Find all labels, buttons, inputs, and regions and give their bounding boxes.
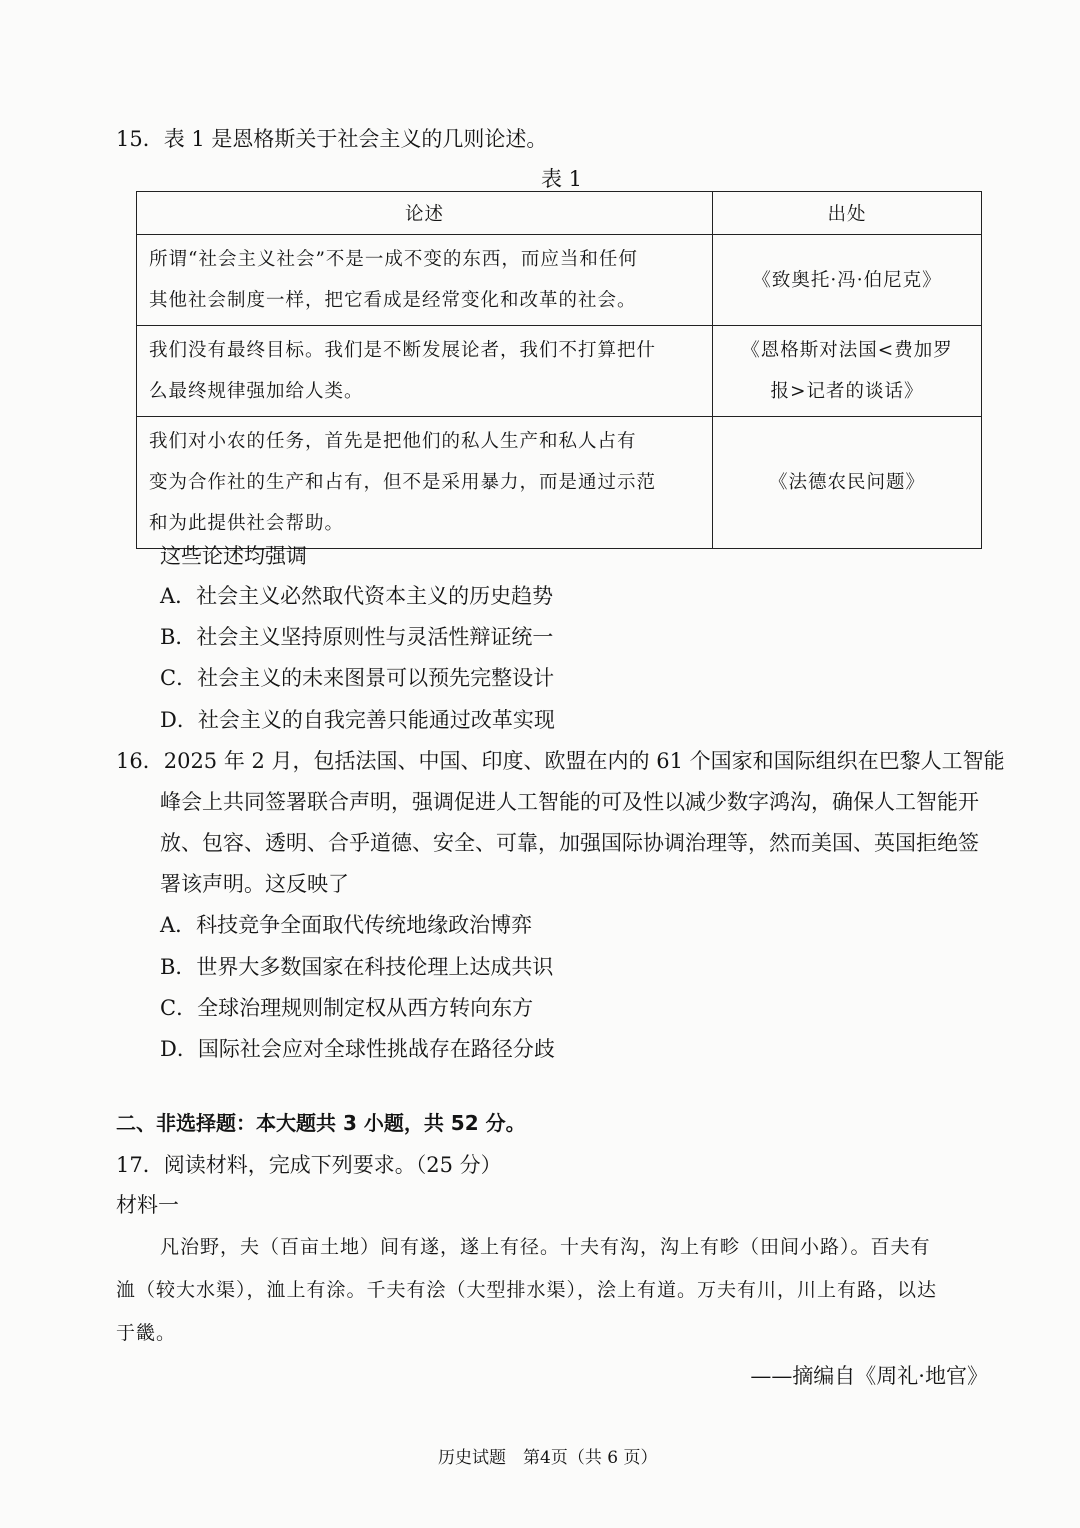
material-line: 凡治野，夫（百亩土地）间有遂，遂上有径。十夫有沟，沟上有畛（田间小路）。百夫有 bbox=[160, 1236, 931, 1258]
q16-option-b[interactable]: B．世界大多数国家在科技伦理上达成共识 bbox=[160, 955, 554, 979]
statement-line: 所谓“社会主义社会”不是一成不变的东西，而应当和任何 bbox=[149, 249, 638, 270]
table-row bbox=[137, 326, 982, 417]
source-cell bbox=[713, 417, 982, 549]
q17-stem: 17．阅读材料，完成下列要求。（25 分） bbox=[116, 1153, 502, 1177]
table-header-row bbox=[137, 192, 982, 235]
source-line: 《法德农民问题》 bbox=[768, 472, 925, 493]
source-cell bbox=[713, 235, 982, 326]
page-footer: 历史试题 第4页（共 6 页） bbox=[438, 1448, 658, 1468]
source-line: 报>记者的谈话》 bbox=[770, 381, 924, 402]
statement-cell bbox=[137, 326, 713, 417]
q15-stem: 15．表 1 是恩格斯关于社会主义的几则论述。 bbox=[116, 127, 548, 151]
q15-option-d[interactable]: D．社会主义的自我完善只能通过改革实现 bbox=[160, 708, 555, 732]
statement-line: 变为合作社的生产和占有，但不是采用暴力，而是通过示范 bbox=[149, 472, 657, 493]
table-row bbox=[137, 235, 982, 326]
header-statement: 论述 bbox=[137, 192, 713, 235]
statement-cell bbox=[137, 417, 713, 549]
q15-option-b[interactable]: B．社会主义坚持原则性与灵活性辩证统一 bbox=[160, 625, 554, 649]
q16-stem-line: 峰会上共同签署联合声明，强调促进人工智能的可及性以减少数字鸿沟，确保人工智能开 bbox=[160, 790, 979, 814]
table-caption: 表 1 bbox=[541, 167, 583, 191]
q16-stem-line: 放、包容、透明、合乎道德、安全、可靠，加强国际协调治理等，然而美国、英国拒绝签 bbox=[160, 831, 979, 855]
source-line: 《致奥托·冯·伯尼克》 bbox=[752, 269, 942, 291]
statement-line: 我们没有最终目标。我们是不断发展论者，我们不打算把什 bbox=[149, 340, 657, 361]
q16-option-c[interactable]: C．全球治理规则制定权从西方转向东方 bbox=[160, 996, 534, 1020]
material-line: 于畿。 bbox=[116, 1322, 177, 1344]
q16-stem-line: 署该声明。这反映了 bbox=[160, 872, 349, 896]
material-line: 洫（较大水渠），洫上有涂。千夫有浍（大型排水渠），浍上有道。万夫有川，川上有路，以达 bbox=[116, 1279, 938, 1301]
statement-line: 其他社会制度一样，把它看成是经常变化和改革的社会。 bbox=[149, 290, 637, 311]
q16-stem-line: 16．2025 年 2 月，包括法国、中国、印度、欧盟在内的 61 个国家和国际组织在巴黎人工智能 bbox=[116, 749, 1005, 773]
engels-quotes-table bbox=[136, 191, 982, 549]
q15-option-c[interactable]: C．社会主义的未来图景可以预先完整设计 bbox=[160, 666, 555, 690]
source-cell bbox=[713, 326, 982, 417]
citation: ——摘编自《周礼·地官》 bbox=[750, 1364, 988, 1388]
table-row bbox=[137, 417, 982, 549]
statement-line: 和为此提供社会帮助。 bbox=[149, 513, 345, 534]
q16-option-a[interactable]: A．科技竞争全面取代传统地缘政治博弈 bbox=[160, 913, 533, 937]
q15-option-a[interactable]: A．社会主义必然取代资本主义的历史趋势 bbox=[160, 584, 554, 608]
section-heading: 二、非选择题：本大题共 3 小题，共 52 分。 bbox=[116, 1111, 526, 1135]
header-source: 出处 bbox=[713, 192, 982, 235]
statement-cell bbox=[137, 235, 713, 326]
q15-prompt: 这些论述均强调 bbox=[160, 544, 307, 568]
material-label: 材料一 bbox=[116, 1193, 179, 1217]
source-line: 《恩格斯对法国<费加罗 bbox=[741, 340, 953, 361]
statement-line: 我们对小农的任务，首先是把他们的私人生产和私人占有 bbox=[149, 431, 637, 452]
q16-option-d[interactable]: D．国际社会应对全球性挑战存在路径分歧 bbox=[160, 1037, 555, 1061]
statement-line: 么最终规律强加给人类。 bbox=[149, 381, 364, 402]
